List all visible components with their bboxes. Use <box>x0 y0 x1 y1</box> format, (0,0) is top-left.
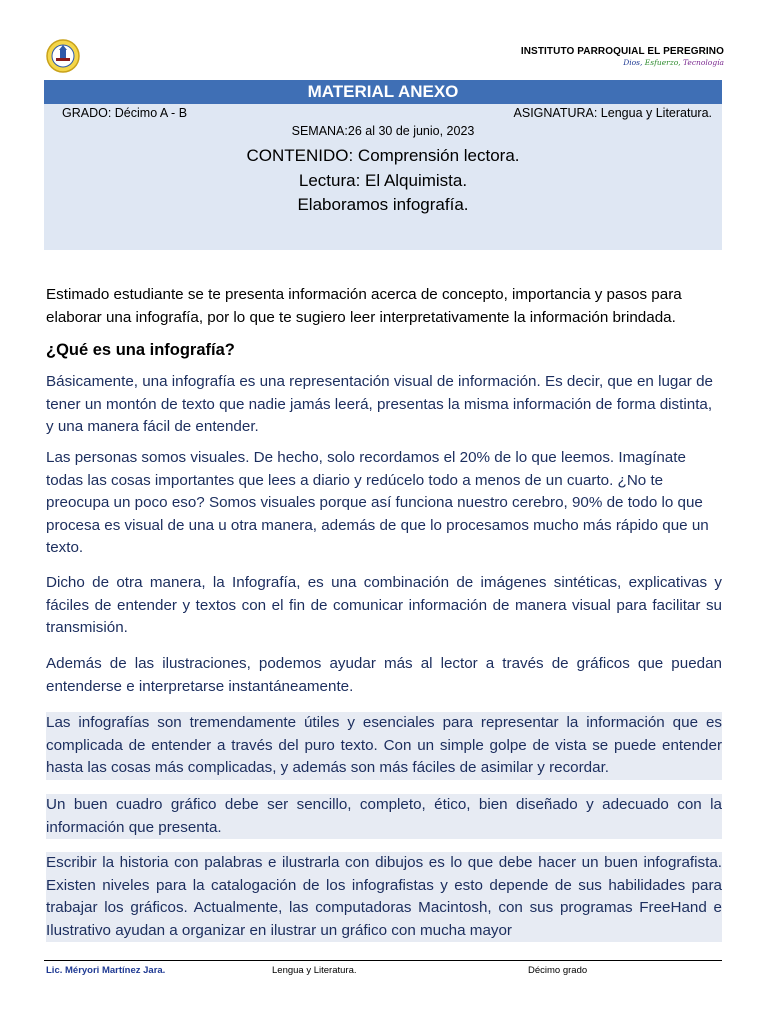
paragraph-6-text: Un buen cuadro gráfico debe ser sencillo, completo, ético, bien diseñado y adecuado con la información que presenta. <box>46 796 722 836</box>
week-label: SEMANA:26 al 30 de junio, 2023 <box>291 124 475 138</box>
paragraph-3 <box>46 572 722 640</box>
paragraph-3-text: Dicho de otra manera, la Infografía, es una combinación de imágenes sintéticas, explicativas y fáciles de entender y textos con el fin de comunicar información de manera visual para facilitar su transmisión. <box>46 574 722 636</box>
motto-word-3: Tecnología <box>683 58 724 67</box>
paragraph-2 <box>46 447 722 560</box>
institution-block <box>521 46 724 67</box>
paragraph-1-text: Básicamente, una infografía es una representación visual de información. Es decir, que en lugar de tener un montón de texto que nadie jamás leerá, presentas la misma información de forma distinta, y una manera fácil de entender. <box>46 373 713 435</box>
activity-title: Elaboramos infografía. <box>297 195 469 214</box>
grade-label: GRADO: Décimo A - B <box>62 106 188 120</box>
intro-text: Estimado estudiante se te presenta información acerca de concepto, importancia y pasos para elaborar una infografía, por lo que te sugiero leer interpretativamente la información brindada. <box>46 286 682 326</box>
institution-name: INSTITUTO PARROQUIAL EL PEREGRINO <box>520 46 724 57</box>
intro-paragraph <box>46 284 722 329</box>
paragraph-6 <box>46 794 722 839</box>
paragraph-5 <box>46 712 722 780</box>
paragraph-5-text: Las infografías son tremendamente útiles y esenciales para representar la información que es complicada de entender a través del puro texto. Con un simple golpe de vista se puede entender hasta las cosas más complicadas, y además son más fáciles de asimilar y recordar. <box>46 714 722 776</box>
reading-title: Lectura: El Alquimista. <box>298 171 468 190</box>
motto-word-1: Dios, <box>623 58 643 67</box>
school-logo <box>44 38 82 74</box>
paragraph-4 <box>46 653 722 698</box>
banner-title: MATERIAL ANEXO <box>44 80 722 104</box>
motto-word-2: Esfuerzo, <box>644 58 681 67</box>
footer-author: Lic. Méryori Martínez Jara. <box>46 965 166 976</box>
paragraph-2-text: Las personas somos visuales. De hecho, solo recordamos el 20% de lo que leemos. Imagínate todas las cosas importantes que lees a diario y redúcelo todo a menos de un cuarto. ¿No te preocupa un poco eso? Somos visuales porque así funciona nuestro cerebro, 90% de todo lo que procesa es visual de una u otra manera, además de que lo procesamos mucho más rápido que un texto. <box>46 449 709 556</box>
footer-divider <box>44 960 722 961</box>
footer-grade: Décimo grado <box>528 965 588 976</box>
paragraph-1 <box>46 371 722 439</box>
content-title: CONTENIDO: Comprensión lectora. <box>246 146 520 165</box>
subject-label: ASIGNATURA: Lengua y Literatura. <box>513 106 712 120</box>
section-heading: ¿Qué es una infografía? <box>46 341 235 359</box>
institution-motto <box>521 58 724 67</box>
paragraph-7-text: Escribir la historia con palabras e ilustrarla con dibujos es lo que debe hacer un buen infografista. Existen niveles para la catalogación de los infografistas y esto depende de sus habilidades para trabajar los gráficos. Actualmente, las computadoras Macintosh, con sus programas FreeHand e Ilustrativo ayudan a organizar en ilustrar un gráfico con mucha mayor <box>46 854 722 939</box>
footer-subject: Lengua y Literatura. <box>272 965 357 976</box>
paragraph-4-text: Además de las ilustraciones, podemos ayudar más al lector a través de gráficos que puedan entenderse e interpretarse instantáneamente. <box>46 655 722 695</box>
paragraph-7 <box>46 852 722 942</box>
